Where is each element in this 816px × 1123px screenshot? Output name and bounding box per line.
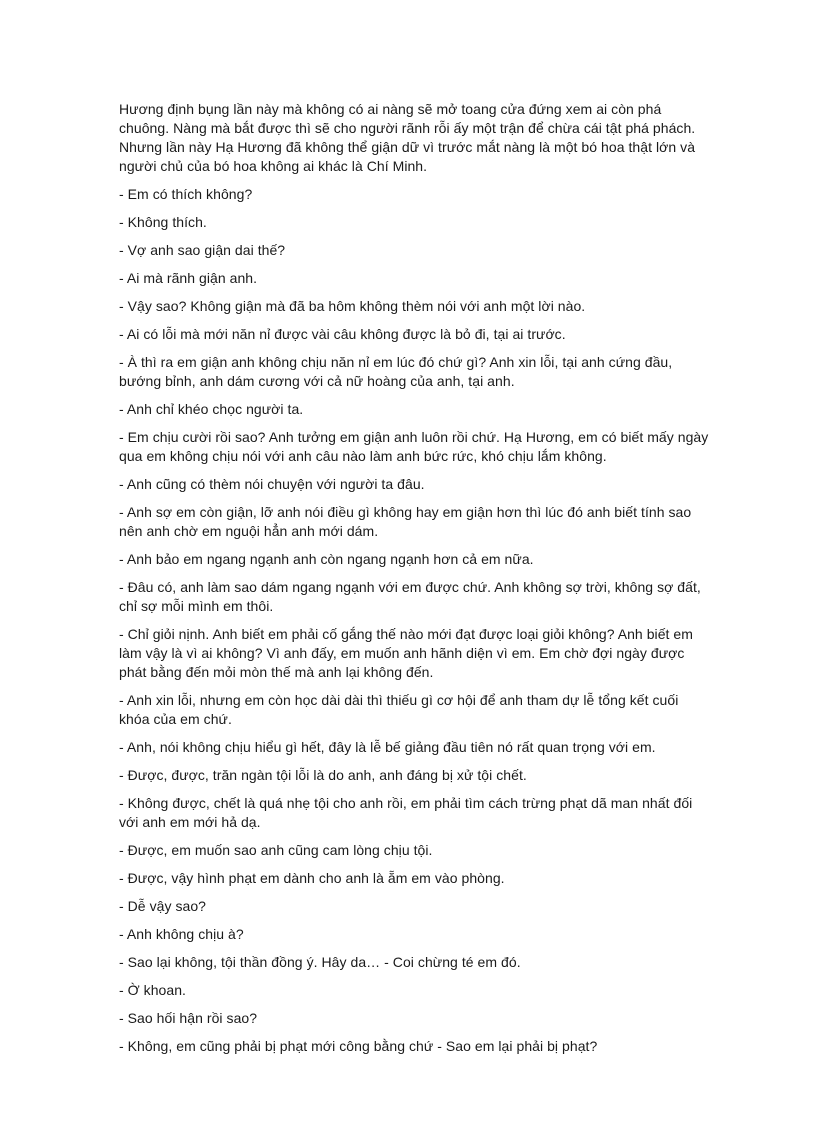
dialogue-line: - Ai có lỗi mà mới năn nỉ được vài câu không được là bỏ đi, tại ai trước. (119, 326, 566, 342)
dialogue-line: - Anh cũng có thèm nói chuyện với người ta đâu. (119, 476, 425, 492)
dialogue-line: - Vợ anh sao giận dai thế? (119, 242, 286, 258)
dialogue-line: - Dễ vậy sao? (119, 898, 207, 914)
dialogue-line: - Sao hối hận rồi sao? (119, 1010, 258, 1026)
dialogue-line: - Anh chỉ khéo chọc người ta. (119, 401, 304, 417)
dialogue-line: - Đâu có, anh làm sao dám ngang ngạnh với em được chứ. Anh không sợ trời, không sợ đất, chỉ sợ mỗi mình em thôi. (119, 579, 701, 614)
dialogue-line: - Chỉ giỏi nịnh. Anh biết em phải cố gắng thế nào mới đạt được loại giỏi không? Anh biết em làm vậy là vì ai không? Vì anh đấy, em muốn anh hãnh diện vì em. Em chờ đợi ngày được phát bằng đến mỏi mòn thế mà anh lại không đến. (119, 626, 693, 680)
dialogue-line: - Anh sợ em còn giận, lỡ anh nói điều gì không hay em giận hơn thì lúc đó anh biết tính sao nên anh chờ em nguội hẳn anh mới dám. (119, 504, 692, 539)
dialogue-line: - Được, vậy hình phạt em dành cho anh là ẵm em vào phòng. (119, 870, 505, 886)
dialogue-line: - Em chịu cười rồi sao? Anh tưởng em giận anh luôn rồi chứ. Hạ Hương, em có biết mấy ngày qua em không chịu nói với anh câu nào làm anh bức rức, khó chịu lắm không. (119, 429, 709, 464)
dialogue-line: - Không được, chết là quá nhẹ tội cho anh rồi, em phải tìm cách trừng phạt dã man nhất đối với anh em mới hả dạ. (119, 795, 693, 830)
dialogue-line: - Được, em muốn sao anh cũng cam lòng chịu tội. (119, 842, 433, 858)
dialogue-line: - Anh không chịu à? (119, 926, 244, 942)
dialogue-line: - Được, được, trăn ngàn tội lỗi là do anh, anh đáng bị xử tội chết. (119, 767, 527, 783)
dialogue-line: - Ờ khoan. (119, 982, 186, 998)
dialogue-line: - Anh, nói không chịu hiểu gì hết, đây là lễ bế giảng đầu tiên nó rất quan trọng với em. (119, 739, 656, 755)
narrative-paragraph: Hương định bụng lần này mà không có ai nàng sẽ mở toang cửa đứng xem ai còn phá chuông. Nàng mà bắt được thì sẽ cho người rãnh rỗi ấy một trận để chừa cái tật phá phách. Nhưng lần này Hạ Hương đã không thể giận dữ vì trước mắt nàng là một bó hoa thật lớn và người chủ của bó hoa không ai khác là Chí Minh. (119, 101, 696, 174)
dialogue-line: - Không, em cũng phải bị phạt mới công bằng chứ - Sao em lại phải bị phạt? (119, 1038, 598, 1054)
dialogue-line: - Anh bảo em ngang ngạnh anh còn ngang ngạnh hơn cả em nữa. (119, 551, 534, 567)
dialogue-line: - À thì ra em giận anh không chịu năn nỉ em lúc đó chứ gì? Anh xin lỗi, tại anh cứng đầu, bướng bỉnh, anh dám cương với cả nữ hoàng của anh, tại anh. (119, 354, 673, 389)
dialogue-line: - Không thích. (119, 214, 207, 230)
dialogue-line: - Vậy sao? Không giận mà đã ba hôm không thèm nói với anh một lời nào. (119, 298, 586, 314)
dialogue-line: - Ai mà rãnh giận anh. (119, 270, 258, 286)
dialogue-line: - Anh xin lỗi, nhưng em còn học dài dài thì thiếu gì cơ hội để anh tham dự lễ tổng kết cuối khóa của em chứ. (119, 692, 679, 727)
dialogue-line: - Sao lại không, tội thần đồng ý. Hây da… - Coi chừng té em đó. (119, 954, 521, 970)
document-page (119, 100, 709, 1065)
dialogue-line: - Em có thích không? (119, 186, 253, 202)
